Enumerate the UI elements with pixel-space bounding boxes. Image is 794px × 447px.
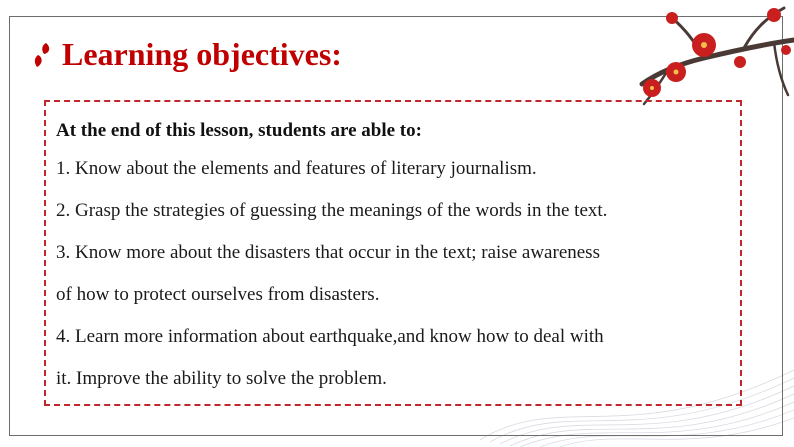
objective-line: it. Improve the ability to solve the problem. <box>56 368 387 389</box>
objective-line: 1. Know about the elements and features of literary journalism. <box>56 158 537 179</box>
objective-line: of how to protect ourselves from disasters. <box>56 284 380 305</box>
objective-line: 2. Grasp the strategies of guessing the meanings of the words in the text. <box>56 200 608 221</box>
objectives-list <box>56 114 746 400</box>
objective-line: 4. Learn more information about earthquake,and know how to deal with <box>56 326 604 347</box>
page-title: Learning objectives: <box>62 36 342 72</box>
title-bullet-icon <box>32 42 54 68</box>
objective-line: 3. Know more about the disasters that occur in the text; raise awareness <box>56 242 600 263</box>
objectives-box <box>44 100 742 406</box>
objectives-intro: At the end of this lesson, students are able to: <box>56 120 422 141</box>
